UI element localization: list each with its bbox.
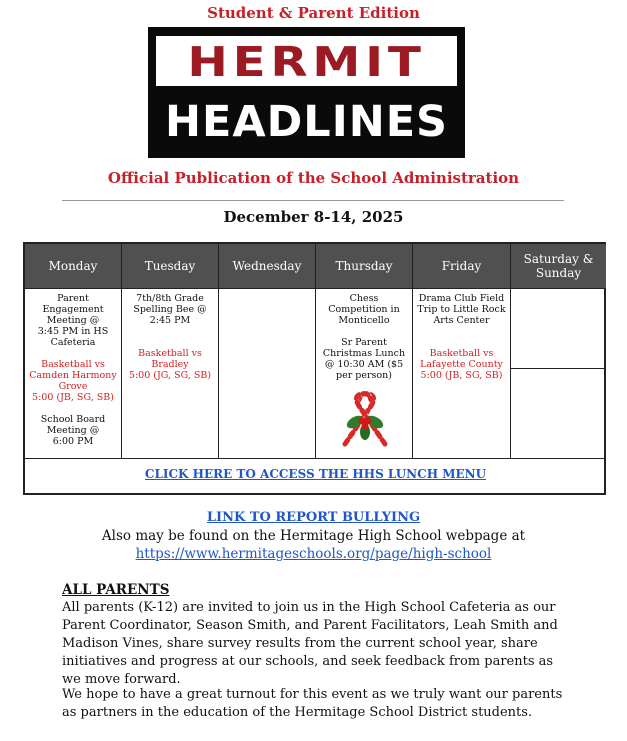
monday-event-school-board: School Board Meeting @ 6:00 PM bbox=[40, 414, 106, 447]
thursday-cell bbox=[316, 288, 413, 458]
bullying-section bbox=[0, 510, 627, 525]
date-range: December 8-14, 2025 bbox=[223, 208, 404, 226]
divider bbox=[62, 200, 564, 201]
day-header-weekend: Saturday & Sunday bbox=[511, 244, 606, 288]
candy-cane-icon bbox=[337, 390, 393, 450]
tuesday-basketball-time: 5:00 (JG, SG, SB) bbox=[128, 370, 212, 381]
day-header-tuesday: Tuesday bbox=[122, 244, 219, 288]
day-header-monday: Monday bbox=[25, 244, 122, 288]
thursday-event-christmas-lunch: Sr Parent Christmas Lunch @ 10:30 AM ($5 per person) bbox=[322, 337, 406, 381]
publication-subtitle: Official Publication of the School Administration bbox=[107, 169, 520, 187]
day-header-thursday: Thursday bbox=[316, 244, 413, 288]
lunch-menu-link[interactable]: CLICK HERE TO ACCESS THE HHS LUNCH MENU bbox=[144, 467, 487, 481]
friday-basketball-time: 5:00 (JB, SG, SB) bbox=[420, 370, 503, 381]
report-bullying-link[interactable]: LINK TO REPORT BULLYING bbox=[206, 510, 421, 525]
monday-event-basketball: Basketball vs Camden Harmony Grove bbox=[29, 359, 117, 392]
tuesday-event-spelling-bee: 7th/8th Grade Spelling Bee @ 2:45 PM bbox=[133, 293, 207, 326]
bullying-note: Also may be found on the Hermitage High School webpage at bbox=[101, 528, 526, 544]
day-header-friday: Friday bbox=[413, 244, 511, 288]
friday-event-drama-club: Drama Club Field Trip to Little Rock Arts Center bbox=[417, 293, 506, 326]
weekly-calendar bbox=[23, 242, 606, 495]
all-parents-heading: ALL PARENTS bbox=[62, 582, 170, 598]
school-webpage-row bbox=[0, 546, 627, 562]
monday-cell bbox=[25, 288, 122, 458]
edition-label: Student & Parent Edition bbox=[207, 4, 420, 22]
thursday-event-chess: Chess Competition in Monticello bbox=[328, 293, 400, 326]
saturday-cell bbox=[511, 288, 606, 368]
parents-paragraph-2: We hope to have a great turnout for this event as we truly want our parents as partners in the education of the Hermitage School District students. bbox=[62, 687, 563, 720]
wednesday-cell bbox=[219, 288, 316, 458]
tuesday-event-basketball: Basketball vs Bradley bbox=[138, 348, 202, 370]
logo-headlines-text: HEADLINES bbox=[164, 97, 449, 147]
logo-hermit-text: HERMIT bbox=[187, 38, 426, 86]
sunday-cell bbox=[511, 368, 606, 458]
school-webpage-link[interactable]: https://www.hermitageschools.org/page/high-school bbox=[135, 546, 492, 562]
monday-event-parent-engagement: Parent Engagement Meeting @ 3:45 PM in HS Cafeteria bbox=[37, 293, 109, 348]
hermit-headlines-logo bbox=[148, 27, 465, 158]
monday-basketball-time: 5:00 (JB, SG, SB) bbox=[32, 392, 114, 403]
friday-cell bbox=[413, 288, 511, 458]
parents-paragraph-1: All parents (K-12) are invited to join us in the High School Cafeteria as our Parent Coordinator, Season Smith, and Parent Facilitators, Leah Smith and Madison Vines, share survey results from the current school year, share initiatives and progress at our schools, and seek feedback from parents as we move forward. bbox=[62, 600, 558, 687]
friday-event-basketball: Basketball vs Lafayette County bbox=[420, 348, 503, 370]
day-header-wednesday: Wednesday bbox=[219, 244, 316, 288]
tuesday-cell bbox=[122, 288, 219, 458]
lunch-menu-row bbox=[25, 458, 606, 495]
